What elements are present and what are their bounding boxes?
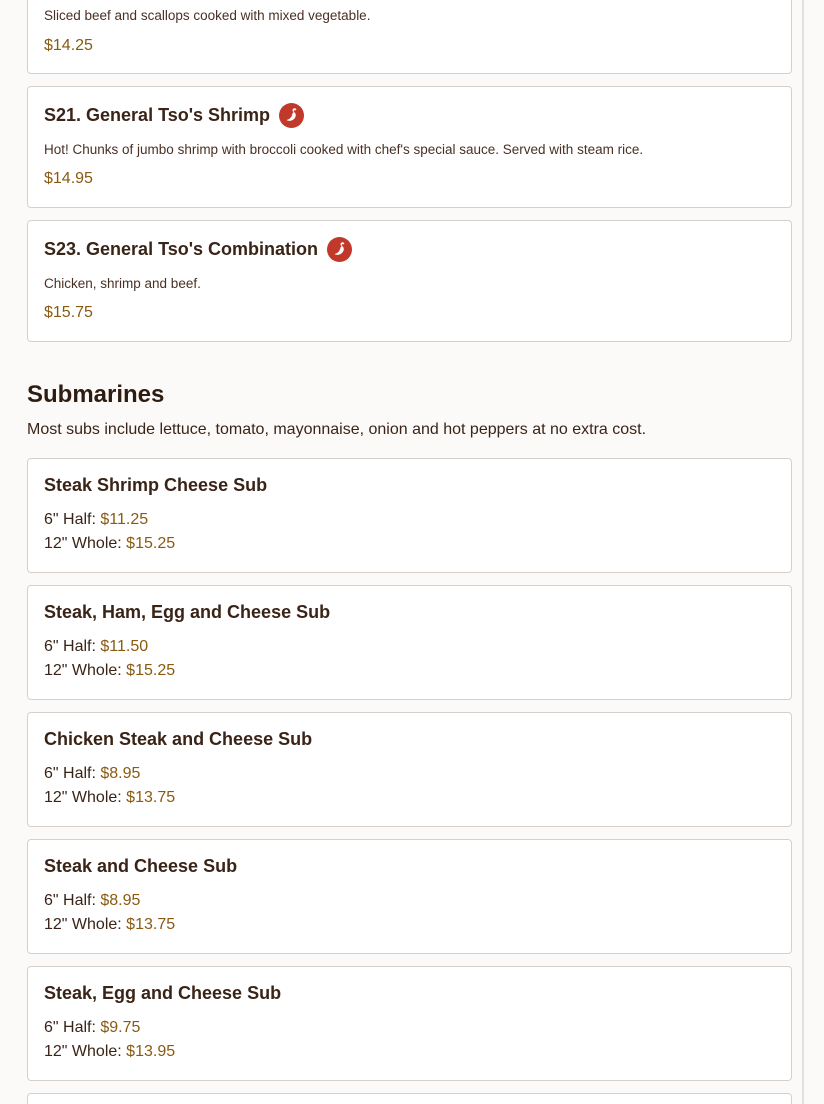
menu-item-card[interactable]	[27, 220, 792, 342]
half-price-line	[44, 511, 148, 529]
half-price-line	[44, 765, 140, 783]
menu-item-name: S23. General Tso's Combination	[44, 238, 319, 259]
menu-item-name: S21. General Tso's Shrimp	[44, 104, 271, 125]
sub-item-card[interactable]	[27, 839, 792, 954]
whole-price-line	[44, 662, 175, 680]
menu-item-description: Sliced beef and scallops cooked with mixed vegetable.	[44, 8, 371, 23]
sub-item-card[interactable]	[27, 1093, 792, 1104]
sub-item-card[interactable]	[27, 712, 792, 827]
half-label: 6" Half:	[44, 765, 101, 782]
sub-item-name: Steak, Egg and Cheese Sub	[44, 983, 282, 1003]
sub-item-name: Steak Shrimp Cheese Sub	[44, 475, 268, 495]
chili-pepper-icon	[327, 237, 352, 262]
whole-price: $13.75	[126, 789, 176, 806]
scrollbar-track[interactable]	[802, 0, 804, 1104]
whole-price-line	[44, 1043, 175, 1061]
whole-price-line	[44, 535, 175, 553]
menu-item-price: $15.75	[44, 304, 93, 321]
sub-item-card[interactable]	[27, 585, 792, 700]
whole-price: $15.25	[126, 535, 176, 552]
sub-item-name: Steak, Ham, Egg and Cheese Sub	[44, 602, 331, 622]
half-label: 6" Half:	[44, 892, 101, 909]
whole-label: 12" Whole:	[44, 789, 127, 806]
half-price: $11.50	[100, 638, 149, 655]
sub-item-name: Steak and Cheese Sub	[44, 856, 238, 876]
half-price-line	[44, 1019, 140, 1037]
menu-item-description: Chicken, shrimp and beef.	[44, 276, 201, 291]
whole-price: $13.75	[126, 916, 176, 933]
whole-label: 12" Whole:	[44, 916, 127, 933]
half-price: $8.95	[100, 765, 141, 782]
whole-price: $15.25	[126, 662, 176, 679]
half-price-line	[44, 638, 148, 656]
menu-item-price: $14.95	[44, 170, 93, 187]
menu-item-title	[44, 101, 304, 129]
half-price: $8.95	[100, 892, 141, 909]
half-label: 6" Half:	[44, 511, 101, 528]
half-price-line	[44, 892, 140, 910]
chili-pepper-icon	[279, 103, 304, 128]
whole-label: 12" Whole:	[44, 662, 127, 679]
half-label: 6" Half:	[44, 1019, 101, 1036]
whole-price: $13.95	[126, 1043, 176, 1060]
sub-item-card[interactable]	[27, 966, 792, 1081]
whole-label: 12" Whole:	[44, 535, 127, 552]
section-title: Submarines	[27, 381, 165, 408]
sub-item-name: Chicken Steak and Cheese Sub	[44, 729, 313, 749]
whole-price-line	[44, 916, 175, 934]
half-label: 6" Half:	[44, 638, 101, 655]
section-description: Most subs include lettuce, tomato, mayonnaise, onion and hot peppers at no extra cost.	[27, 421, 647, 438]
menu-item-title	[44, 235, 352, 263]
sub-item-card[interactable]	[27, 458, 792, 573]
menu-item-price: $14.25	[44, 37, 93, 54]
menu-item-card[interactable]	[27, 86, 792, 208]
half-price: $11.25	[100, 511, 149, 528]
menu-item-card[interactable]	[27, 0, 792, 74]
menu-item-description: Hot! Chunks of jumbo shrimp with broccoli cooked with chef's special sauce. Served with steam rice.	[44, 142, 644, 157]
whole-price-line	[44, 789, 175, 807]
half-price: $9.75	[100, 1019, 141, 1036]
whole-label: 12" Whole:	[44, 1043, 127, 1060]
